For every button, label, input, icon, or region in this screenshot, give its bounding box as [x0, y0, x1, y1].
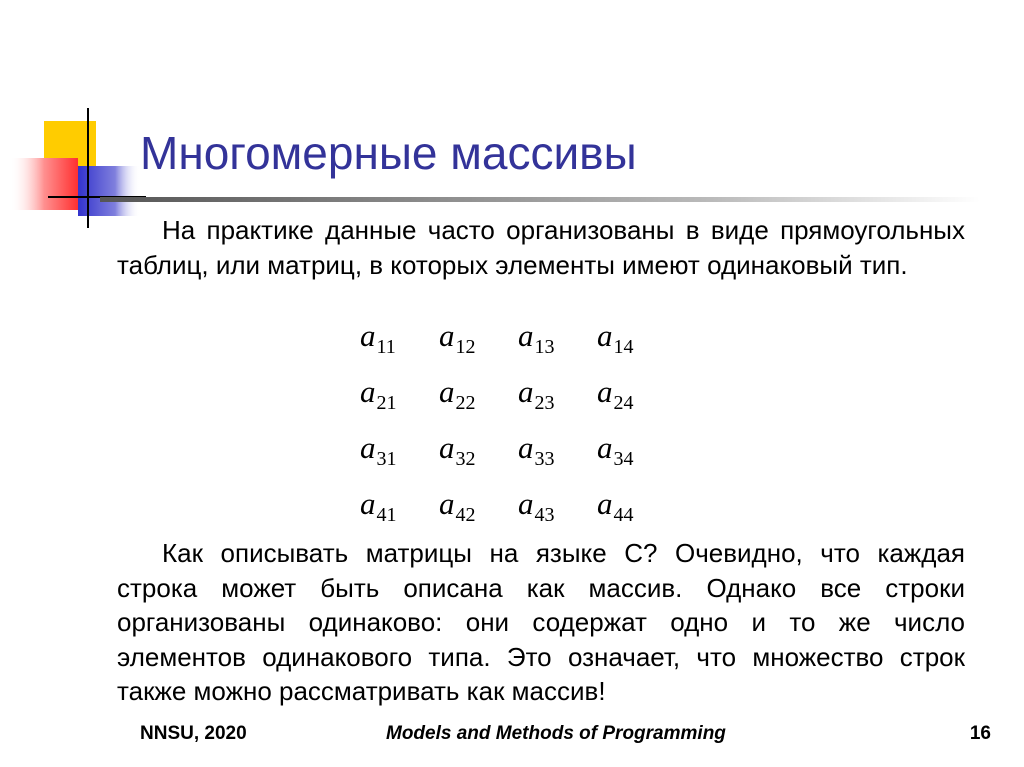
matrix-example [360, 318, 680, 538]
matrix-element-subscript: 42 [455, 504, 476, 526]
matrix-element-variable: a [439, 486, 455, 521]
matrix-element [439, 318, 476, 358]
matrix-element-variable: a [597, 374, 613, 409]
matrix-element-variable: a [518, 430, 534, 465]
matrix-element [360, 430, 397, 470]
matrix-element-subscript: 43 [534, 504, 555, 526]
matrix-element [518, 318, 555, 358]
matrix-element-subscript: 44 [613, 504, 634, 526]
intro-paragraph: На практике данные часто организованы в виде прямоугольных таблиц, или матриц, в которых элементы имеют одинаковый тип. [117, 215, 965, 280]
matrix-element [597, 430, 634, 470]
matrix-element-subscript: 23 [534, 392, 555, 414]
matrix-element [360, 318, 396, 358]
matrix-element-subscript: 22 [455, 392, 476, 414]
matrix-element [360, 486, 397, 526]
matrix-element [439, 486, 476, 526]
matrix-element-subscript: 31 [376, 448, 397, 470]
matrix-element-subscript: 11 [376, 336, 396, 358]
matrix-element [518, 430, 555, 470]
matrix-element-subscript: 34 [613, 448, 634, 470]
matrix-element-subscript: 13 [534, 336, 555, 358]
footer-course-title: Models and Methods of Programming [386, 723, 726, 744]
matrix-element [518, 374, 555, 414]
matrix-element-variable: a [439, 430, 455, 465]
matrix-element-subscript: 24 [613, 392, 634, 414]
matrix-element-variable: a [360, 430, 376, 465]
matrix-element [597, 374, 634, 414]
matrix-element-variable: a [597, 486, 613, 521]
matrix-element-variable: a [360, 486, 376, 521]
title-underline [100, 197, 980, 202]
matrix-element [518, 486, 555, 526]
decorative-corner-squares [0, 0, 150, 240]
matrix-element-variable: a [439, 374, 455, 409]
matrix-element-variable: a [439, 318, 455, 353]
matrix-element-variable: a [597, 430, 613, 465]
matrix-element-variable: a [360, 318, 376, 353]
matrix-element [439, 430, 476, 470]
page-number: 16 [969, 723, 991, 744]
matrix-element-subscript: 12 [455, 336, 476, 358]
matrix-element [597, 318, 634, 358]
matrix-element [439, 374, 476, 414]
matrix-element-variable: a [597, 318, 613, 353]
matrix-element [360, 374, 397, 414]
matrix-element-subscript: 32 [455, 448, 476, 470]
matrix-element-variable: a [518, 374, 534, 409]
matrix-element-subscript: 33 [534, 448, 555, 470]
deco-red-gradient [10, 158, 78, 210]
matrix-element-variable: a [518, 486, 534, 521]
slide-title: Многомерные массивы [140, 127, 637, 179]
explanation-paragraph: Как описывать матрицы на языке С? Очевидно, что каждая строка может быть описана как массив. Однако все строки организованы одинаково: они содержат одно и то же число элементов одинакового типа. Это означает, что множество строк также можно рассматривать как массив! [117, 538, 965, 706]
matrix-element-subscript: 21 [376, 392, 397, 414]
footer-institution: NNSU, 2020 [140, 723, 247, 744]
matrix-element-variable: a [518, 318, 534, 353]
matrix-element-variable: a [360, 374, 376, 409]
matrix-element-subscript: 41 [376, 504, 397, 526]
matrix-element-subscript: 14 [613, 336, 634, 358]
matrix-element [597, 486, 634, 526]
